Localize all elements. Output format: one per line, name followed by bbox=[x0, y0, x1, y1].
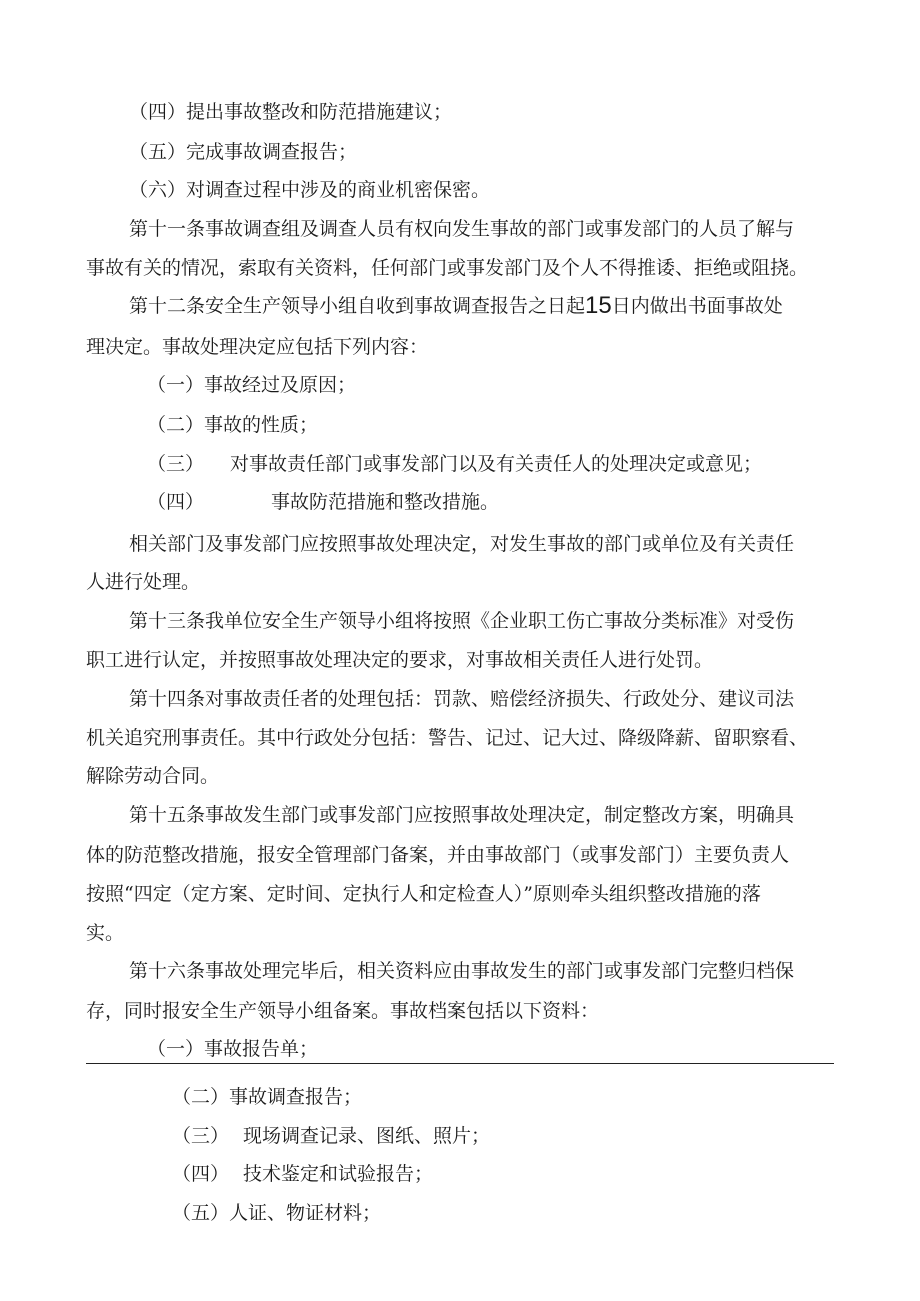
article-16-line-2: 存，同时报安全生产领导小组备案。事故档案包括以下资料： bbox=[86, 1000, 600, 1022]
article-16-item-1: （一）事故报告单； bbox=[147, 1038, 319, 1060]
article-14-line-3: 解除劳动合同。 bbox=[86, 765, 220, 787]
list-item-4-rectification: （四）提出事故整改和防范措施建议； bbox=[129, 101, 453, 123]
related-depts-line-2: 人进行处理。 bbox=[86, 571, 201, 593]
article-16-item-4-label: （四） bbox=[172, 1163, 230, 1185]
article-12-item-3 bbox=[147, 451, 762, 477]
article-16-item-5: （五）人证、物证材料； bbox=[172, 1202, 382, 1224]
article-16-item-4-text: 技术鉴定和试验报告； bbox=[243, 1163, 434, 1185]
article-12-item-4-text: 事故防范措施和整改措施。 bbox=[271, 491, 500, 513]
article-11-line-1: 第十一条事故调查组及调查人员有权向发生事故的部门或事发部门的人员了解与 bbox=[129, 218, 795, 240]
article-12-days: 15 bbox=[585, 292, 612, 319]
article-15-line-3: 按照“四定（定方案、定时间、定执行人和定检查人）”原则牵头组织整改措施的落 bbox=[86, 883, 761, 905]
article-12-line-1 bbox=[129, 293, 783, 319]
article-12-text-after: 日内做出书面事故处 bbox=[611, 295, 783, 317]
list-item-5-report: （五）完成事故调查报告； bbox=[129, 141, 358, 163]
article-16-item-3-text: 现场调查记录、图纸、照片； bbox=[243, 1125, 491, 1147]
article-14-line-2: 机关追究刑事责任。其中行政处分包括：警告、记过、记大过、降级降薪、留职察看、 bbox=[86, 727, 809, 749]
article-15-line-2: 体的防范整改措施，报安全管理部门备案，并由事故部门（或事发部门）主要负责人 bbox=[86, 844, 790, 866]
article-12-text-before: 第十二条安全生产领导小组自收到事故调查报告之日起 bbox=[129, 295, 586, 317]
page-divider bbox=[86, 1063, 834, 1064]
article-12-item-4-label: （四） bbox=[147, 491, 205, 513]
list-item-6-confidentiality: （六）对调查过程中涉及的商业机密保密。 bbox=[129, 179, 491, 201]
article-12-item-3-label: （三） bbox=[147, 453, 205, 475]
article-13-line-2: 职工进行认定，并按照事故处理决定的要求，对事故相关责任人进行处罚。 bbox=[86, 649, 714, 671]
article-13-line-1: 第十三条我单位安全生产领导小组将按照《企业职工伤亡事故分类标准》对受伤 bbox=[129, 610, 795, 632]
article-16-item-3 bbox=[172, 1123, 490, 1149]
article-12-item-4 bbox=[147, 489, 499, 515]
article-12-item-2: （二）事故的性质； bbox=[147, 414, 319, 436]
article-16-line-1: 第十六条事故处理完毕后，相关资料应由事故发生的部门或事发部门完整归档保 bbox=[129, 960, 795, 982]
article-11-line-2: 事故有关的情况，索取有关资料，任何部门或事发部门及个人不得推诿、拒绝或阻挠。 bbox=[86, 257, 809, 279]
article-16-item-3-label: （三） bbox=[172, 1125, 230, 1147]
article-16-item-4 bbox=[172, 1161, 433, 1187]
article-16-item-2: （二）事故调查报告； bbox=[172, 1086, 363, 1108]
article-15-line-1: 第十五条事故发生部门或事发部门应按照事故处理决定，制定整改方案，明确具 bbox=[129, 804, 795, 826]
article-12-item-1: （一）事故经过及原因； bbox=[147, 374, 357, 396]
related-depts-line-1: 相关部门及事发部门应按照事故处理决定，对发生事故的部门或单位及有关责任 bbox=[129, 533, 795, 555]
article-12-item-3-text: 对事故责任部门或事发部门以及有关责任人的处理决定或意见； bbox=[230, 453, 763, 475]
article-14-line-1: 第十四条对事故责任者的处理包括：罚款、赔偿经济损失、行政处分、建议司法 bbox=[129, 688, 795, 710]
article-15-line-4: 实。 bbox=[86, 922, 125, 944]
article-12-line-2: 理决定。事故处理决定应包括下列内容： bbox=[86, 336, 429, 358]
